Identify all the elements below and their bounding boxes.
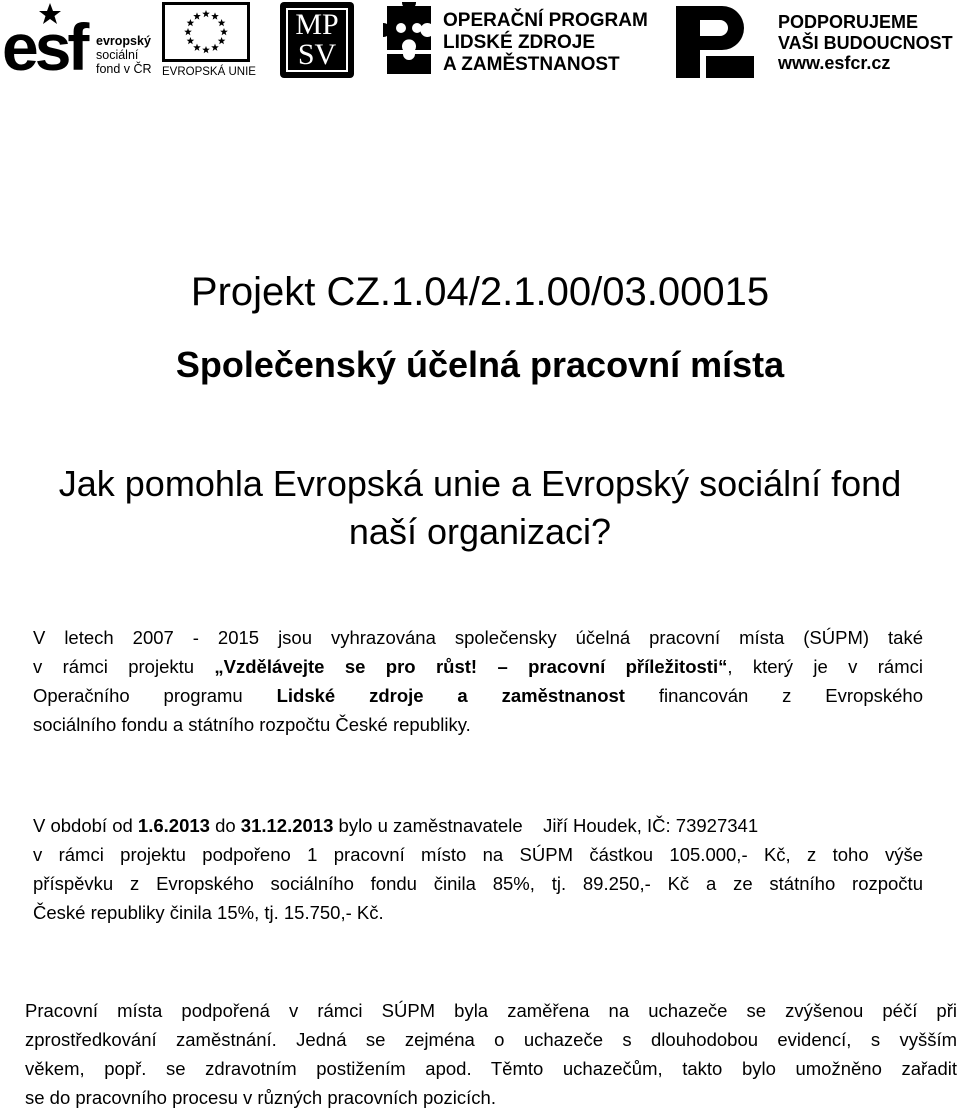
support-logo [778,2,958,82]
p3-line3: věkem, popř. se zdravotním postižením apod. Těmto uchazečům, takto bylo umožněno zařadit [25,1058,957,1079]
project-name: „Vzdělávejte se pro růst! – pracovní příležitosti“ [214,656,728,677]
support-line2: VAŠI BUDOUCNOST [778,32,953,53]
p1-line4: sociálního fondu a státního rozpočtu České republiky. [33,714,471,735]
p1-line2 [33,652,923,681]
p3-line4: se do pracovního procesu v různých pracovních pozicích. [25,1087,496,1108]
eu-star-icon [193,44,201,51]
eu-star-icon [211,12,219,19]
eu-stars-icon [165,5,247,59]
op-line3: A ZAMĚSTNANOST [443,54,620,75]
period-end: 31.12.2013 [240,815,334,836]
eu-star-icon [202,10,210,17]
paragraph-funding [33,811,923,927]
esf-caption-line1: evropský [96,34,151,48]
project-title: Projekt CZ.1.04/2.1.00/03.00015 [190,270,770,314]
eu-star-icon [193,12,201,19]
project-subtitle: Společenský účelná pracovní místa [175,344,785,385]
question-line2: naší organizaci? [348,511,612,552]
esf-caption-line3: fond v ČR [96,62,152,76]
p2-l1-a: V období od [33,815,138,836]
puzzle-icon [383,2,435,78]
p-mark-icon [672,2,758,82]
p1-l3-c: financován z Evropského [624,685,923,706]
p2-l1-e: bylo u zaměstnavatele Jiří Houdek, IČ: 73927341 [333,815,759,836]
mpsv-box [280,2,354,78]
mpsv-inner [286,8,348,72]
paragraph-target-group [25,996,957,1112]
op-lzz-text [443,10,648,76]
esf-caption-line2: sociální [96,48,139,62]
program-name: Lidské zdroje a zaměstnanost [276,685,625,706]
op-line2: LIDSKÉ ZDROJE [443,32,596,53]
p2-line2: v rámci projektu podpořeno 1 pracovní místo na SÚPM částkou 105.000,- Kč, z toho výše [33,844,923,865]
esf-wordmark: esf [2,10,86,84]
eu-star-icon [187,19,195,26]
p3-line1: Pracovní místa podpořená v rámci SÚPM byla zaměřena na uchazeče se zvýšenou péčí při [25,1000,957,1021]
period-start: 1.6.2013 [137,815,210,836]
op-lzz-logo [383,2,648,82]
eu-star-icon [184,28,192,35]
p1-l3-a: Operačního programu [33,685,277,706]
p1-line1: V letech 2007 - 2015 jsou vyhrazována společensky účelná pracovní místa (SÚPM) také [33,627,923,648]
p2-line1 [33,811,923,840]
question-line1: Jak pomohla Evropská unie a Evropský sociální fond [58,463,902,504]
logo-header [0,0,960,90]
esf-logo [2,2,154,82]
p2-line4: České republiky činila 15%, tj. 15.750,- Kč. [33,902,384,923]
p3-line2: zprostředkování zaměstnání. Jedná se zejména o uchazeče s dlouhodobou evidencí, s vyšším [25,1029,957,1050]
mpsv-logo [280,2,354,80]
p1-l2-a: v rámci projektu [33,656,215,677]
eu-logo [162,2,256,82]
p1-l2-c: , který je v rámci [727,656,923,677]
eu-caption: EVROPSKÁ UNIE [162,66,256,78]
support-text [778,12,953,74]
p1-line3 [33,681,923,710]
mpsv-line1: MP [295,8,339,41]
support-url: www.esfcr.cz [778,53,891,73]
question-heading [0,460,960,556]
esf-caption [96,34,152,76]
p2-l1-c: do [209,815,241,836]
eu-star-icon [202,46,210,53]
mpsv-line2: SV [297,38,337,71]
eu-flag-icon [162,2,250,62]
support-line1: PODPORUJEME [778,12,919,32]
paragraph-program [33,623,923,739]
eu-star-icon [220,28,228,35]
p2-line3: příspěvku z Evropského sociálního fondu činila 85%, tj. 89.250,- Kč a ze státního rozpočtu [33,873,923,894]
op-line1: OPERAČNÍ PROGRAM [443,10,648,31]
p-logo [672,2,758,82]
eu-star-icon [218,19,226,26]
eu-star-icon [211,44,219,51]
eu-star-icon [187,37,195,44]
eu-star-icon [218,37,226,44]
